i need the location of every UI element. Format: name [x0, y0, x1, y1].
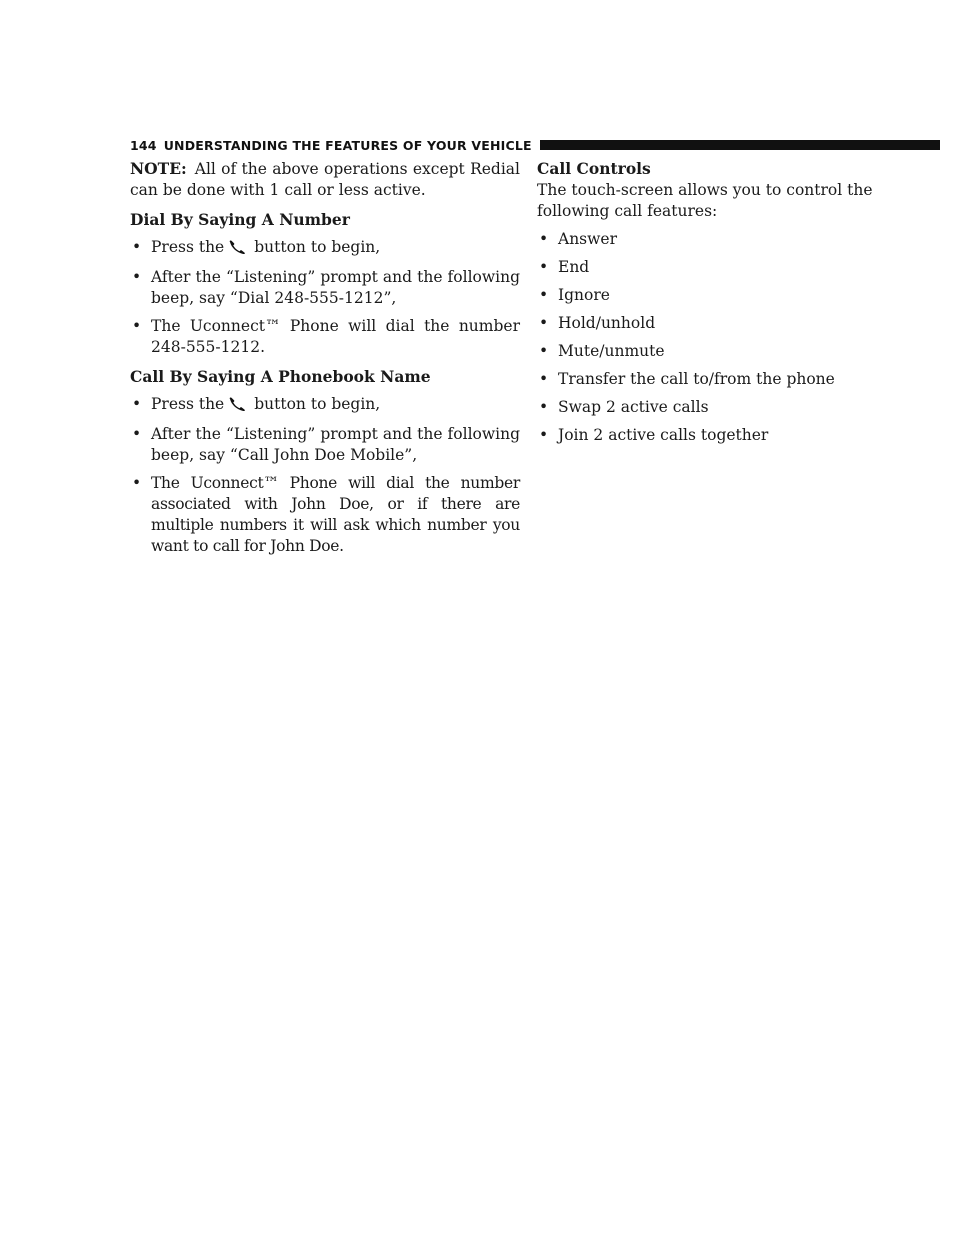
call-control-item: Transfer the call to/from the phone	[558, 370, 835, 388]
call-control-item: End	[558, 258, 590, 276]
press-text-after: button to begin,	[254, 238, 381, 256]
bullet: •	[539, 398, 549, 416]
bullet: •	[539, 286, 549, 304]
list-item	[130, 237, 520, 260]
call-controls-heading: Call Controls	[537, 159, 651, 178]
list-item	[130, 316, 520, 358]
bullet: •	[132, 238, 142, 256]
bullet: •	[539, 230, 549, 248]
phone-handset-icon	[228, 396, 248, 417]
list-item	[537, 397, 915, 418]
press-text-after: button to begin,	[254, 395, 381, 413]
phone-handset-icon	[228, 239, 248, 260]
header-title: UNDERSTANDING THE FEATURES OF YOUR VEHICLE	[163, 137, 532, 153]
list-item	[537, 425, 915, 446]
call-control-item: Join 2 active calls together	[558, 426, 769, 444]
bullet: •	[132, 425, 142, 443]
call-control-item: Answer	[558, 230, 617, 248]
bullet: •	[132, 317, 142, 335]
bullet: •	[132, 395, 142, 413]
list-item	[537, 257, 915, 278]
list-item	[130, 424, 520, 466]
note-text: All of the above operations except Redial can be done with 1 call or less active.	[130, 160, 520, 199]
call-list	[130, 394, 520, 557]
list-item	[537, 229, 915, 250]
press-text: Press the	[151, 238, 225, 256]
bullet: •	[132, 268, 142, 286]
bullet: •	[539, 342, 549, 360]
page-header	[130, 136, 940, 154]
call-heading: Call By Saying A Phonebook Name	[130, 367, 431, 386]
bullet: •	[539, 370, 549, 388]
bullet: •	[539, 258, 549, 276]
note-paragraph	[130, 158, 520, 201]
note-label: NOTE:	[130, 159, 187, 178]
right-column	[537, 158, 915, 453]
call-control-item: Ignore	[558, 286, 610, 304]
dial-list	[130, 237, 520, 358]
list-item	[537, 285, 915, 306]
bullet: •	[539, 426, 549, 444]
bullet: •	[132, 474, 141, 492]
list-item	[537, 369, 915, 390]
call-controls-intro: The touch-screen allows you to control the following call features:	[537, 181, 873, 220]
header-rule	[540, 140, 940, 150]
call-control-item: Mute/unmute	[558, 342, 665, 360]
press-text: Press the	[151, 395, 225, 413]
call-controls-list	[537, 229, 915, 446]
list-item	[537, 313, 915, 334]
list-item	[537, 341, 915, 362]
page-number: 144	[130, 137, 157, 153]
list-item	[130, 473, 520, 557]
bullet: •	[539, 314, 549, 332]
list-item	[130, 267, 520, 309]
dial-heading: Dial By Saying A Number	[130, 210, 350, 229]
listening-text: After the “Listening” prompt and the following beep, say “Dial 248-555-1212”,	[151, 268, 520, 307]
will-dial-text: The Uconnect™ Phone will dial the number 248-555-1212.	[151, 317, 520, 356]
list-item	[130, 394, 520, 417]
call-control-item: Hold/unhold	[558, 314, 656, 332]
call-control-item: Swap 2 active calls	[558, 398, 709, 416]
will-dial-text: The Uconnect™ Phone will dial the number associated with John Doe, or if there are multiple numbers it will ask which number you want to call for John Doe.	[151, 474, 520, 555]
listening-text: After the “Listening” prompt and the following beep, say “Call John Doe Mobile”,	[151, 425, 520, 464]
left-column	[130, 158, 520, 564]
